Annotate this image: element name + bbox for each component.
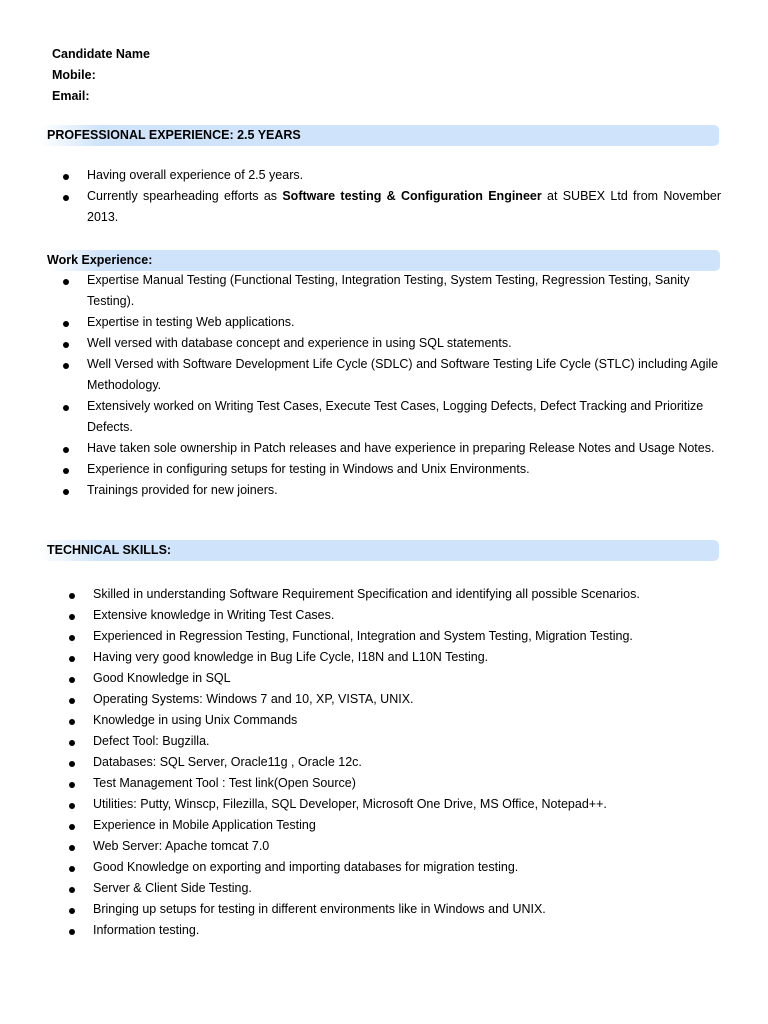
list-item-text: Databases: SQL Server, Oracle11g , Oracle 12c. [93,755,362,769]
list-item [69,647,729,668]
list-item [63,480,721,501]
list-item [69,689,729,710]
list-item [63,396,721,438]
bullet-icon [63,321,69,327]
bullet-icon [63,174,69,180]
list-item [69,857,729,878]
bullet-icon [69,635,75,641]
work-experience-list [63,270,721,501]
bullet-icon [69,929,75,935]
list-item [69,899,729,920]
list-item-text: Have taken sole ownership in Patch releases and have experience in preparing Release Notes and Usage Notes. [87,441,715,455]
work-experience-heading: Work Experience: [40,250,720,271]
bullet-icon [69,677,75,683]
bullet-icon [69,656,75,662]
list-item [63,165,721,186]
list-item [69,731,729,752]
technical-skills-heading: TECHNICAL SKILLS: [40,540,719,561]
list-item [63,186,721,228]
list-item-text: Trainings provided for new joiners. [87,483,278,497]
list-item-text: Defect Tool: Bugzilla. [93,734,210,748]
bullet-icon [63,195,69,201]
list-item [69,794,729,815]
list-item-text: at SUBEX Ltd from November 2013. [87,189,722,224]
list-item [63,312,721,333]
bullet-icon [69,803,75,809]
list-item-text: Information testing. [93,923,200,937]
list-item [69,710,729,731]
email-label: Email: [52,89,90,103]
list-item [69,773,729,794]
bullet-icon [69,614,75,620]
list-item-text: Having very good knowledge in Bug Life Cycle, I18N and L10N Testing. [93,650,489,664]
list-item-text: Skilled in understanding Software Requirement Specification and identifying all possible Scenarios. [93,587,640,601]
list-item-text: Having overall experience of 2.5 years. [87,168,304,182]
list-item-text: Extensively worked on Writing Test Cases, Execute Test Cases, Logging Defects, Defect Tracking and Prioritize Defects. [87,399,704,434]
bullet-icon [69,887,75,893]
bullet-icon [69,761,75,767]
bullet-icon [69,824,75,830]
list-item-text: Good Knowledge on exporting and importing databases for migration testing. [93,860,519,874]
bullet-icon [69,719,75,725]
list-item-text: Experienced in Regression Testing, Functional, Integration and System Testing, Migration Testing. [93,629,633,643]
candidate-header [52,44,150,107]
bullet-icon [69,845,75,851]
list-item-text: Currently spearheading efforts as [87,189,283,203]
bullet-icon [69,593,75,599]
list-item-text: Expertise in testing Web applications. [87,315,295,329]
bullet-icon [63,363,69,369]
bullet-icon [63,468,69,474]
list-item [63,459,721,480]
professional-experience-list [63,165,721,228]
list-item-text: Utilities: Putty, Winscp, Filezilla, SQL Developer, Microsoft One Drive, MS Office, Notepad++. [93,797,607,811]
list-item-text: Test Management Tool : Test link(Open Source) [93,776,356,790]
job-title-text: Software testing & Configuration Engineer [282,189,542,203]
bullet-icon [63,279,69,285]
list-item-text: Knowledge in using Unix Commands [93,713,298,727]
list-item [69,878,729,899]
list-item [69,626,729,647]
bullet-icon [69,698,75,704]
list-item-text: Operating Systems: Windows 7 and 10, XP, VISTA, UNIX. [93,692,414,706]
list-item [63,438,721,459]
list-item [69,668,729,689]
bullet-icon [69,908,75,914]
list-item-text: Web Server: Apache tomcat 7.0 [93,839,270,853]
list-item-text: Well Versed with Software Development Life Cycle (SDLC) and Software Testing Life Cycle (STLC) including Agile Methodology. [87,357,719,392]
bullet-icon [63,489,69,495]
list-item-text: Extensive knowledge in Writing Test Cases. [93,608,335,622]
bullet-icon [69,782,75,788]
list-item [63,270,721,312]
list-item [69,584,729,605]
technical-skills-list [69,584,729,941]
bullet-icon [63,447,69,453]
bullet-icon [63,342,69,348]
list-item [69,815,729,836]
list-item [69,836,729,857]
bullet-icon [69,740,75,746]
list-item [69,752,729,773]
list-item [69,605,729,626]
candidate-name-label: Candidate Name [52,47,150,61]
bullet-icon [69,866,75,872]
list-item [69,920,729,941]
list-item [63,354,721,396]
bullet-icon [63,405,69,411]
list-item-text: Bringing up setups for testing in different environments like in Windows and UNIX. [93,902,546,916]
list-item-text: Good Knowledge in SQL [93,671,231,685]
list-item-text: Expertise Manual Testing (Functional Testing, Integration Testing, System Testing, Regression Testing, Sanity Testing). [87,273,690,308]
professional-experience-heading: PROFESSIONAL EXPERIENCE: 2.5 YEARS [40,125,719,146]
list-item-text: Well versed with database concept and experience in using SQL statements. [87,336,512,350]
list-item-text: Experience in Mobile Application Testing [93,818,316,832]
list-item-text: Server & Client Side Testing. [93,881,252,895]
mobile-label: Mobile: [52,68,96,82]
list-item-text: Experience in configuring setups for testing in Windows and Unix Environments. [87,462,530,476]
list-item [63,333,721,354]
